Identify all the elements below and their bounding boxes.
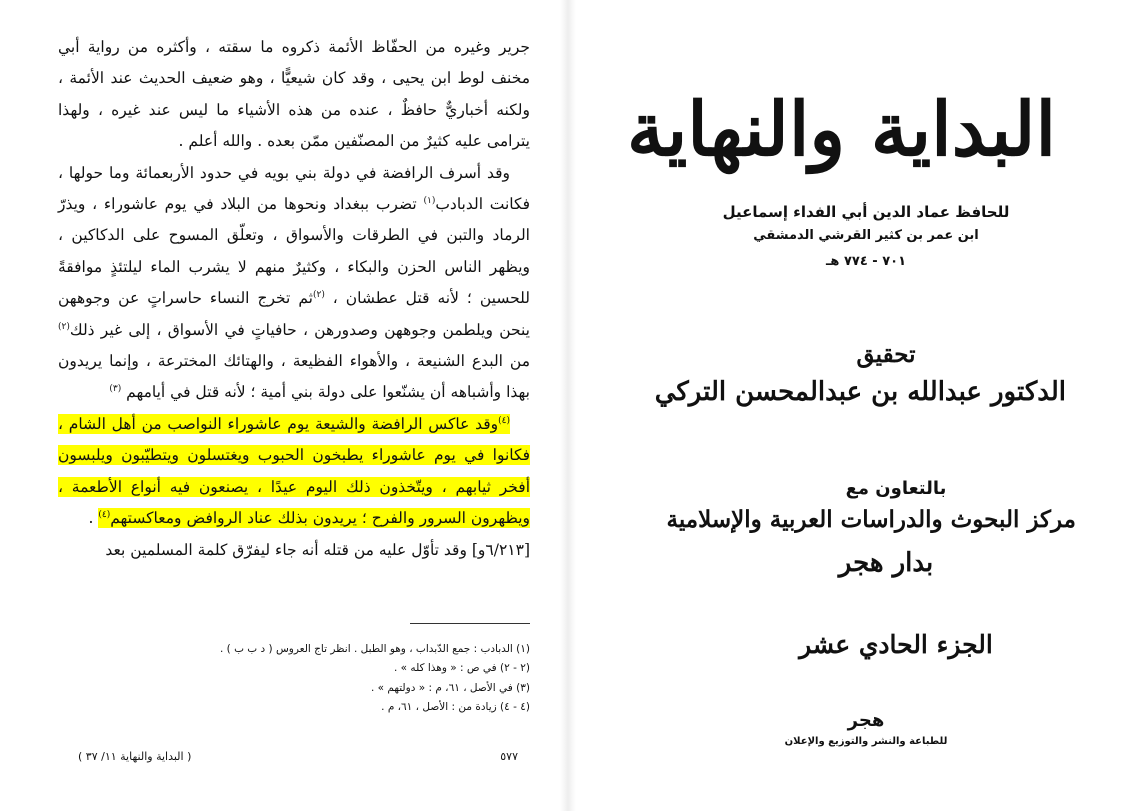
footnote-3: (٣) في الأصل ، ٦١، م : « دولتهم » . — [370, 681, 530, 694]
paragraph-text: تضرب ببغداد ونحوها من البلاد في يوم عاشوراء ، ويذرّ الرماد والتبن في الطرقات والأسواق ، وتعلّق المسوح على الدكاكين ، ويظهر الناس الحزن والبكاء ، وكثيرٌ منهم لا يشرب الماء ليلتئذٍ موافقةً للحسين ؛ لأنه قتل عطشان ، — [58, 195, 531, 308]
cooperation-label: بالتعاون مع — [845, 478, 947, 499]
paragraph-text: جرير وغيره من الحفّاظ الأئمة ذكروه ما سقته ، وأكثره من رواية أبي مخنف لوط ابن يحيى ، وقد كان شيعيًّا ، وهو ضعيف الحديث عند الأئمة ، ولكنه أخباريٌّ حافظٌ ، عنده من هذه الأشياء ما ليس عند غيره ، ولهذا يترامى عليه كثيرٌ من المصنّفين ممّن بعده . والله أعلم . — [58, 38, 530, 151]
editor-name: الدكتور عبدالله بن عبدالمحسن التركي — [654, 377, 1066, 407]
publisher-name: هجر — [847, 710, 885, 731]
research-center-place: بدار هجر — [838, 548, 934, 578]
paragraph-p3 — [58, 409, 530, 535]
footnote-1: (١) الدبادب : جمع الدّبداب ، وهو الطبل . انظر تاج العروس ( د ب ب ) . — [219, 643, 530, 655]
highlighted-passage — [58, 414, 530, 528]
publisher-tagline: للطباعة والنشر والتوزيع والإعلان — [784, 736, 948, 747]
page-number: ٥٧٧ — [500, 750, 518, 763]
running-title: ( البداية والنهاية ١١/ ٣٧ ) — [78, 750, 192, 763]
paragraph-text: وقد أسرف الرافضة في دولة بني بويه في حدود الأربعمائة وما حولها ، فكانت الدبادب — [58, 163, 530, 214]
paragraph-text: ثم تخرج النساء حاسراتٍ عن وجوههن ينحن ويلطمن وجوههن وصدورهن ، حافياتٍ في الأسواق ، إلى غير ذلك — [58, 289, 530, 339]
paragraph-text: من البدع الشنيعة ، والأهواء الفظيعة ، والهتائك المخترعة ، وإنما يريدون بهذا وأشباهه أن يشنّعوا على دولة بني أمية ؛ لأنه قتل في أيامهم — [58, 352, 530, 402]
paragraph-p2 — [58, 158, 530, 409]
footnote-marker: (١) — [423, 195, 436, 206]
footnote-marker: (٢) — [312, 290, 325, 301]
footnotes — [58, 640, 530, 717]
book-gutter — [560, 0, 576, 811]
footnote-marker: (٣) — [109, 384, 122, 395]
footnote-marker: (٤) — [98, 509, 111, 520]
paragraph-text: [٦/٢١٣و] وقد تأوّل عليه من قتله أنه جاء ليفرّق كلمة المسلمين بعد — [105, 540, 530, 559]
page-footer — [78, 750, 518, 772]
paragraph-p1 — [58, 32, 530, 158]
author-line-1: للحافظ عماد الدين أبي الفداء إسماعيل — [722, 203, 1010, 221]
left-page — [0, 0, 570, 811]
footnote-4: (٤ - ٤) زيادة من : الأصل ، ٦١، م . — [381, 700, 530, 713]
footnote-2: (٢ - ٢) في ص : « وهذا كله » . — [394, 662, 530, 675]
paragraph-p4 — [58, 535, 530, 566]
footnote-marker: (٢) — [58, 321, 70, 332]
tahqiq-label: تحقيق — [856, 341, 916, 368]
author-dates: ٧٠١ - ٧٧٤ هـ — [825, 254, 907, 269]
title-page — [576, 0, 1143, 811]
paragraph-text: وقد عاكس الرافضة والشيعة يوم عاشوراء النواصب من أهل الشام ، فكانوا في يوم عاشوراء يطبخون الحبوب ويغتسلون ويتطيّبون ويلبسون أفخر ثيابهم ، ويتّخذون ذلك اليوم عيدًا ، يصنعون فيه أنواع الأطعمة ، ويظهرون السرور والفرح ؛ يريدون بذلك عناد الروافض ومعاكستهم — [58, 414, 530, 528]
footnote-marker: (٤) — [498, 415, 510, 426]
paragraph-tail: . — [88, 509, 99, 528]
footnote-separator — [410, 623, 530, 624]
author-line-2: ابن عمر بن كثير القرشي الدمشقي — [753, 228, 979, 243]
research-center-name: مركز البحوث والدراسات العربية والإسلامية — [666, 506, 1076, 533]
volume-label: الجزء الحادي عشر — [799, 630, 993, 659]
body-text — [58, 32, 530, 566]
book-title: البداية والنهاية — [627, 87, 1056, 173]
